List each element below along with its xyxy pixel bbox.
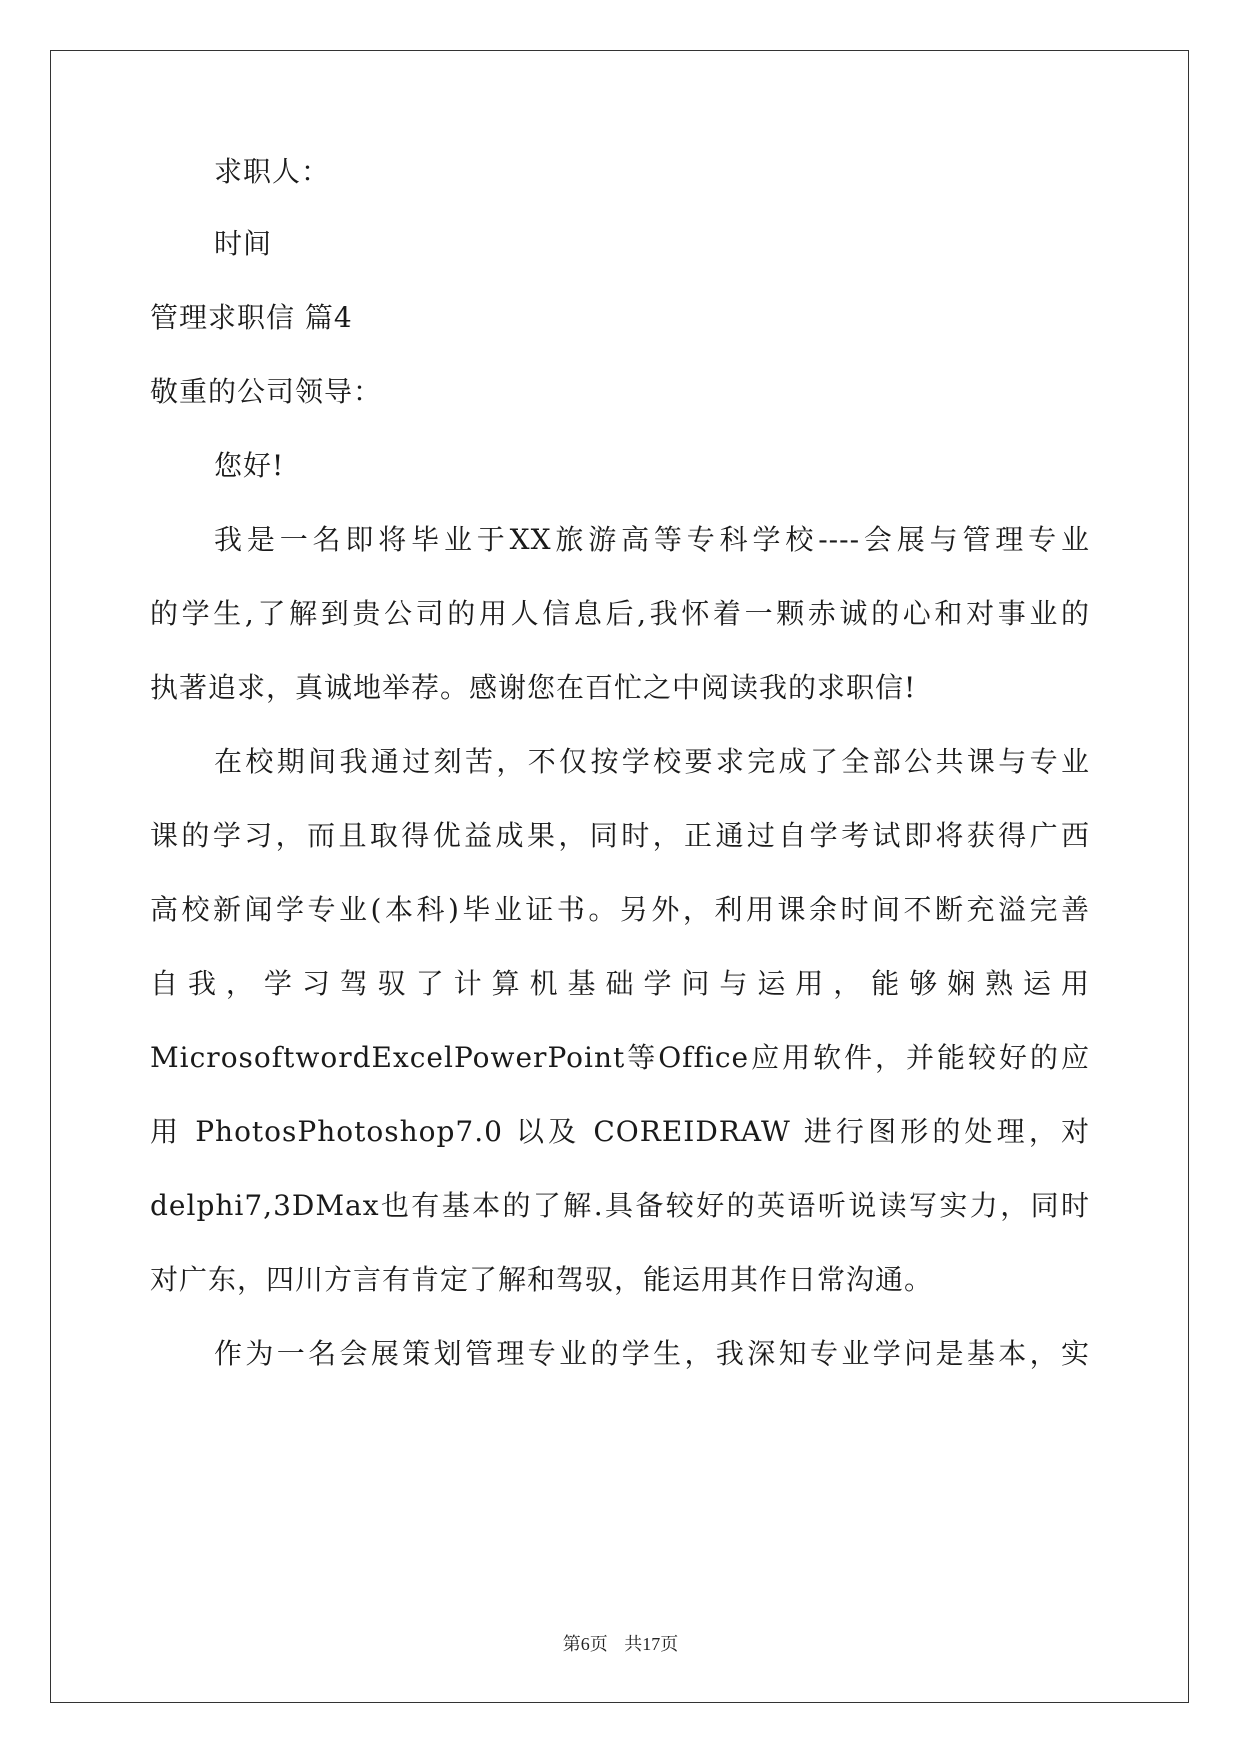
paragraph-line: 自我，学习驾驭了计算机基础学问与运用，能够娴熟运用 [150,967,1090,1000]
page-number: 第6页 [562,1634,608,1654]
salutation: 敬重的公司领导： [150,375,383,408]
paragraph-line: 对广东，四川方言有肯定了解和驾驭，能运用其作日常沟通。 [150,1263,934,1296]
page-footer [0,1632,1241,1656]
paragraph-line: delphi7,3DMax也有基本的了解.具备较好的英语听说读写实力，同时 [150,1189,1090,1222]
date-line: 时间 [214,227,273,260]
greeting: 您好! [214,449,285,482]
applicant-line: 求职人： [214,155,331,188]
paragraph-line: MicrosoftwordExcelPowerPoint等Office应用软件，并能较好的应 [150,1041,1090,1074]
paragraph-line: 在校期间我通过刻苦，不仅按学校要求完成了全部公共课与专业 [214,745,1090,778]
page-total: 共17页 [624,1634,679,1654]
paragraph-line: 作为一名会展策划管理专业的学生，我深知专业学问是基本，实 [214,1337,1090,1370]
paragraph-line: 执著追求，真诚地举荐。感谢您在百忙之中阅读我的求职信! [150,671,917,704]
paragraph-line: 我是一名即将毕业于XX旅游高等专科学校----会展与管理专业 [214,523,1090,556]
section-heading: 管理求职信 篇4 [150,301,353,334]
paragraph-line: 课的学习，而且取得优益成果，同时，正通过自学考试即将获得广西 [150,819,1090,852]
paragraph-line: 的学生,了解到贵公司的用人信息后,我怀着一颗赤诚的心和对事业的 [150,597,1090,630]
paragraph-line: 高校新闻学专业(本科)毕业证书。另外，利用课余时间不断充溢完善 [150,893,1090,926]
paragraph-line: 用 PhotosPhotoshop7.0 以及 COREIDRAW 进行图形的处理，对 [150,1115,1090,1148]
